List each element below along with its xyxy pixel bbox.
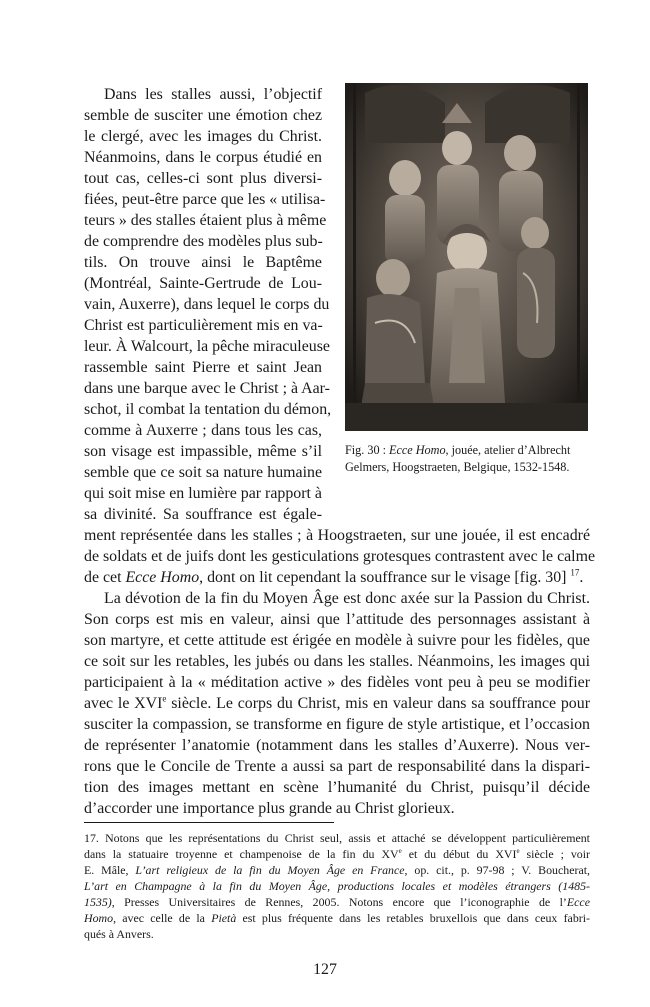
body-line: dans une barque avec le Christ ; à Aar- xyxy=(84,380,330,397)
superscript: e xyxy=(162,693,167,704)
footnote-line: qués à Anvers. xyxy=(84,927,154,941)
text-run: siècle ; voir xyxy=(519,847,590,861)
text-run: . xyxy=(579,569,584,586)
body-line: tils. On trouve ainsi le Baptême xyxy=(84,254,322,271)
body-line: de comprendre des modèles plus sub- xyxy=(84,233,323,250)
italic-title: Homo xyxy=(84,911,114,925)
italic-title: L’art en Champagne à la fin du Moyen Âge, productions locales et modèles étrangers (1485- xyxy=(84,879,590,893)
body-line: Christ est particulièrement mis en va- xyxy=(84,317,323,334)
body-line: rassemble saint Pierre et saint Jean xyxy=(84,359,322,376)
caption-prefix: Fig. 30 : xyxy=(345,443,390,457)
footnote-line xyxy=(84,878,590,894)
italic-title: Ecce xyxy=(566,895,590,909)
text-run: , avec celle de la xyxy=(113,911,212,925)
body-line: vain, Auxerre), dans lequel le corps du xyxy=(84,296,330,313)
body-line: participaient à la « méditation active » des fidèles vont peu à peu se modifier xyxy=(84,674,590,691)
text-run: de cet xyxy=(84,569,126,586)
body-line: ment représentée dans les stalles ; à Hoogstraeten, sur une jouée, il est encadré xyxy=(84,527,590,544)
italic-title: Ecce Homo xyxy=(125,569,200,586)
footnote-line xyxy=(84,894,590,910)
superscript: e xyxy=(398,847,402,856)
body-line: de soldats et de juifs dont les gesticulations grotesques contrastent avec le calme xyxy=(84,548,595,565)
body-line: qui soit mise en lumière par rapport à xyxy=(84,485,322,502)
body-line: schot, il combat la tentation du démon, xyxy=(84,401,332,418)
body-line: son martyre, et cette attitude est érigée en modèle à suivre pour les fidèles, que xyxy=(84,632,590,649)
relief-carving-image xyxy=(345,83,588,431)
body-line: ce soit sur les retables, les jubés ou dans les stalles. Néanmoins, les images qui xyxy=(84,653,590,670)
figure-photo xyxy=(345,83,588,431)
body-line: rons que le Concile de Trente a aussi sa part de responsabilité dans la dispari- xyxy=(84,758,590,775)
text-run: , op. cit., p. 97-98 ; V. Boucherat, xyxy=(404,863,590,877)
body-line: de représenter l’anatomie (notamment dans les stalles d’Auxerre). Nous ver- xyxy=(84,737,590,754)
italic-title: Pietà xyxy=(211,911,237,925)
caption-line2: Gelmers, Hoogstraeten, Belgique, 1532-1548. xyxy=(345,460,570,474)
caption-line1-rest: , jouée, atelier d’Albrecht xyxy=(445,443,571,457)
page-number: 127 xyxy=(313,961,337,978)
body-line: teurs » des stalles étaient plus à même xyxy=(84,212,327,229)
footnote-rule xyxy=(84,822,334,823)
footnote-line xyxy=(84,910,590,926)
text-run: , Presses Universitaires de Rennes, 2005. Notons encore que l’iconographie de l’ xyxy=(111,895,567,909)
italic-title: 1535) xyxy=(84,895,112,909)
body-line: La dévotion de la fin du Moyen Âge est donc axée sur la Passion du Christ. xyxy=(104,590,590,607)
body-line: tion des images mettant en scène l’humanité du Christ, puisqu’il décide xyxy=(84,779,590,796)
body-line xyxy=(84,568,590,588)
figure-caption xyxy=(345,442,591,476)
body-line: le clergé, avec les images du Christ. xyxy=(84,128,322,145)
body-line: tout cas, celles-ci sont plus diversi- xyxy=(84,170,322,187)
body-line: susciter la compassion, se transforme en figure de style artistique, et l’occasion xyxy=(84,716,590,733)
body-line: sa divinité. Sa souffrance est égale- xyxy=(84,506,322,523)
text-run: , dont on lit cependant la souffrance sur le visage [fig. 30] xyxy=(199,569,571,586)
superscript: e xyxy=(516,847,520,856)
body-line: leur. À Walcourt, la pêche miraculeuse xyxy=(84,338,330,355)
italic-title: L’art religieux de la fin du Moyen Âge en France xyxy=(135,863,405,877)
text-run: avec le XVI xyxy=(84,695,163,712)
footnote-ref: 17 xyxy=(570,567,580,578)
text-run: dans la statuaire troyenne et champenoise de la fin du XV xyxy=(84,847,399,861)
body-line: (Montréal, Sainte-Gertrude de Lou- xyxy=(84,275,322,292)
text-run: et du début du XVI xyxy=(401,847,517,861)
body-line: comme à Auxerre ; dans tous les cas, xyxy=(84,422,322,439)
footnote-line xyxy=(84,846,590,862)
body-line: Son corps est mis en valeur, ainsi que l’attitude des personnages assistant à xyxy=(84,611,590,628)
body-line: d’accorder une importance plus grande au Christ glorieux. xyxy=(84,800,455,817)
body-line: semble que ce soit sa nature humaine xyxy=(84,464,322,481)
body-line: Néanmoins, dans le corpus étudié en xyxy=(84,149,322,166)
body-line xyxy=(84,694,590,714)
text-run: est plus fréquente dans les retables bruxellois que dans ceux fabri- xyxy=(236,911,590,925)
text-run: siècle. Le corps du Christ, mis en valeur dans sa souffrance pour xyxy=(166,695,590,712)
body-line: son visage est impassible, même s’il xyxy=(84,443,322,460)
caption-title: Ecce Homo xyxy=(389,443,446,457)
footnote-line: 17. Notons que les représentations du Christ seul, assis et attaché se développent particulièrement xyxy=(84,831,590,845)
body-line: fiées, peut-être parce que les « utilisa- xyxy=(84,191,326,208)
text-run: E. Mâle, xyxy=(84,863,136,877)
body-line: Dans les stalles aussi, l’objectif xyxy=(104,86,322,103)
footnote-line xyxy=(84,862,590,878)
body-line: semble de susciter une émotion chez xyxy=(84,107,322,124)
